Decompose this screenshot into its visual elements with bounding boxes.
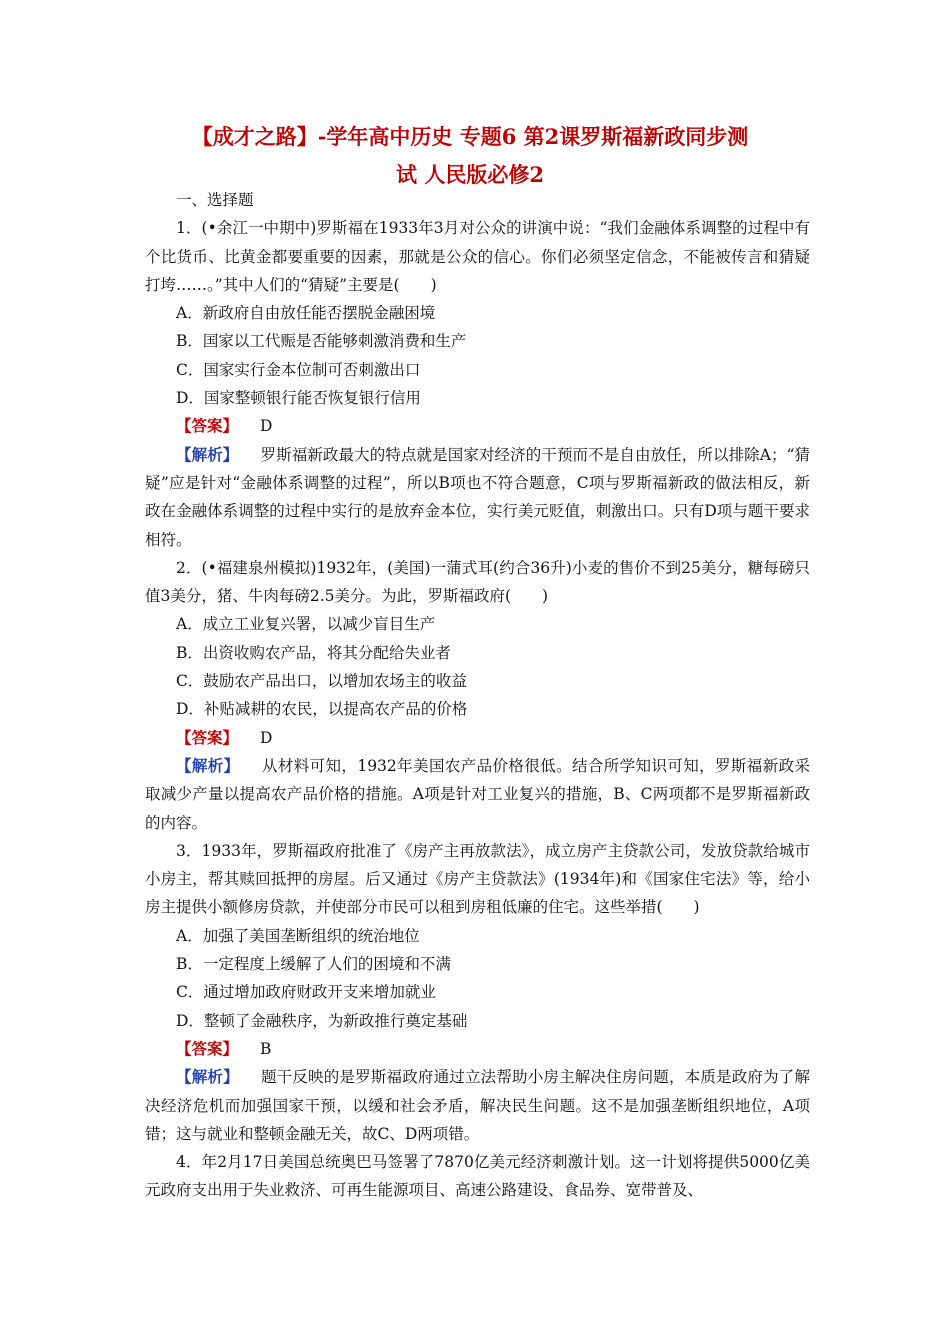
explanation-text: 题干反映的是罗斯福政府通过立法帮助小房主解决住房问题，本质是政府为了解决经济危机而加强国家干预，以缓和社会矛盾，解决民生问题。这不是加强垄断组织地位，A项错；这与就业和整顿金融无关，故C、D两项错。 [145, 1068, 810, 1143]
option-b: B．一定程度上缓解了人们的困境和不满 [176, 955, 451, 974]
question-stem: 3．1933年，罗斯福政府批准了《房产主再放款法》，成立房产主贷款公司，发放贷款给城市小房主，帮其赎回抵押的房屋。后又通过《房产主贷款法》(1934年)和《国家住宅法》等，给小房主提供小额修房贷款，并使部分市民可以租到房租低廉的住宅。这些举措( ) [145, 841, 810, 917]
option-a: A．新政府自由放任能否摆脱金融困境 [176, 304, 436, 323]
explanation-text: 从材料可知，1932年美国农产品价格很低。结合所学知识可知，罗斯福新政采取减少产量以提高农产品价格的措施。A项是针对工业复兴的措施，B、C两项都不是罗斯福新政的内容。 [145, 756, 810, 832]
explanation-text: 罗斯福新政最大的特点就是国家对经济的干预而不是自由放任，所以排除A；“猜疑”应是针对“金融体系调整的过程”，所以B项也不符合题意，C项与罗斯福新政的做法相反，新政在金融体系调整的过程中实行的是放弃金本位，实行美元贬值，刺激出口。只有D项与题干要求相符。 [145, 445, 810, 549]
title-line-2: 试 人民版必修2 [396, 162, 544, 187]
explanation-label: 【解析】 [176, 1067, 239, 1087]
option-d: D．国家整顿银行能否恢复银行信用 [176, 389, 421, 408]
section-heading: 一、选择题 [176, 191, 254, 209]
question-1 [145, 214, 810, 554]
document-body [145, 186, 810, 1205]
answer-value: B [260, 1039, 272, 1058]
option-a: A．成立工业复兴署，以减少盲目生产 [176, 615, 436, 634]
explanation-label: 【解析】 [176, 444, 239, 464]
answer-label: 【答案】 [176, 1038, 239, 1058]
answer-value: D [260, 417, 273, 436]
explanation-label: 【解析】 [176, 755, 240, 775]
answer-value: D [260, 728, 273, 747]
answer-label: 【答案】 [176, 416, 239, 436]
answer-label: 【答案】 [176, 727, 239, 747]
document-title [120, 118, 820, 194]
question-2 [145, 554, 810, 837]
option-b: B．出资收购农产品，将其分配给失业者 [176, 643, 451, 662]
answer-line [145, 1035, 810, 1063]
explanation [145, 1063, 810, 1148]
explanation [145, 752, 810, 837]
option-c: C．通过增加政府财政开支来增加就业 [176, 983, 436, 1002]
question-stem: 1．(•余江一中期中)罗斯福在1933年3月对公众的讲演中说：“我们金融体系调整的过程中有个比货币、比黄金都要重要的因素，那就是公众的信心。你们必须坚定信念，不能被传言和猜疑打垮……。”其中人们的“猜疑”主要是( ) [145, 219, 810, 294]
option-c: C．鼓励农产品出口，以增加农场主的收益 [176, 672, 467, 691]
option-d: D．整顿了金融秩序，为新政推行奠定基础 [176, 1011, 468, 1030]
option-a: A．加强了美国垄断组织的统治地位 [176, 926, 420, 945]
answer-line [145, 412, 810, 440]
option-d: D．补贴减耕的农民，以提高农产品的价格 [176, 700, 468, 719]
question-stem: 2．(•福建泉州模拟)1932年，(美国)一蒲式耳(约合36升)小麦的售价不到25美分，糖每磅只值3美分，猪、牛肉每磅2.5美分。为此，罗斯福政府( ) [145, 558, 810, 606]
option-b: B．国家以工代赈是否能够刺激消费和生产 [176, 332, 467, 351]
question-4 [145, 1148, 810, 1205]
answer-line [145, 724, 810, 752]
title-line-1: 【成才之路】-学年高中历史 专题6 第2课罗斯福新政同步测 [191, 124, 749, 149]
explanation [145, 441, 810, 554]
question-3 [145, 837, 810, 1148]
question-stem: 4．年2月17日美国总统奥巴马签署了7870亿美元经济刺激计划。这一计划将提供5000亿美元政府支出用于失业救济、可再生能源项目、高速公路建设、食品券、宽带普及、 [145, 1153, 810, 1200]
option-c: C．国家实行金本位制可否刺激出口 [176, 360, 421, 379]
